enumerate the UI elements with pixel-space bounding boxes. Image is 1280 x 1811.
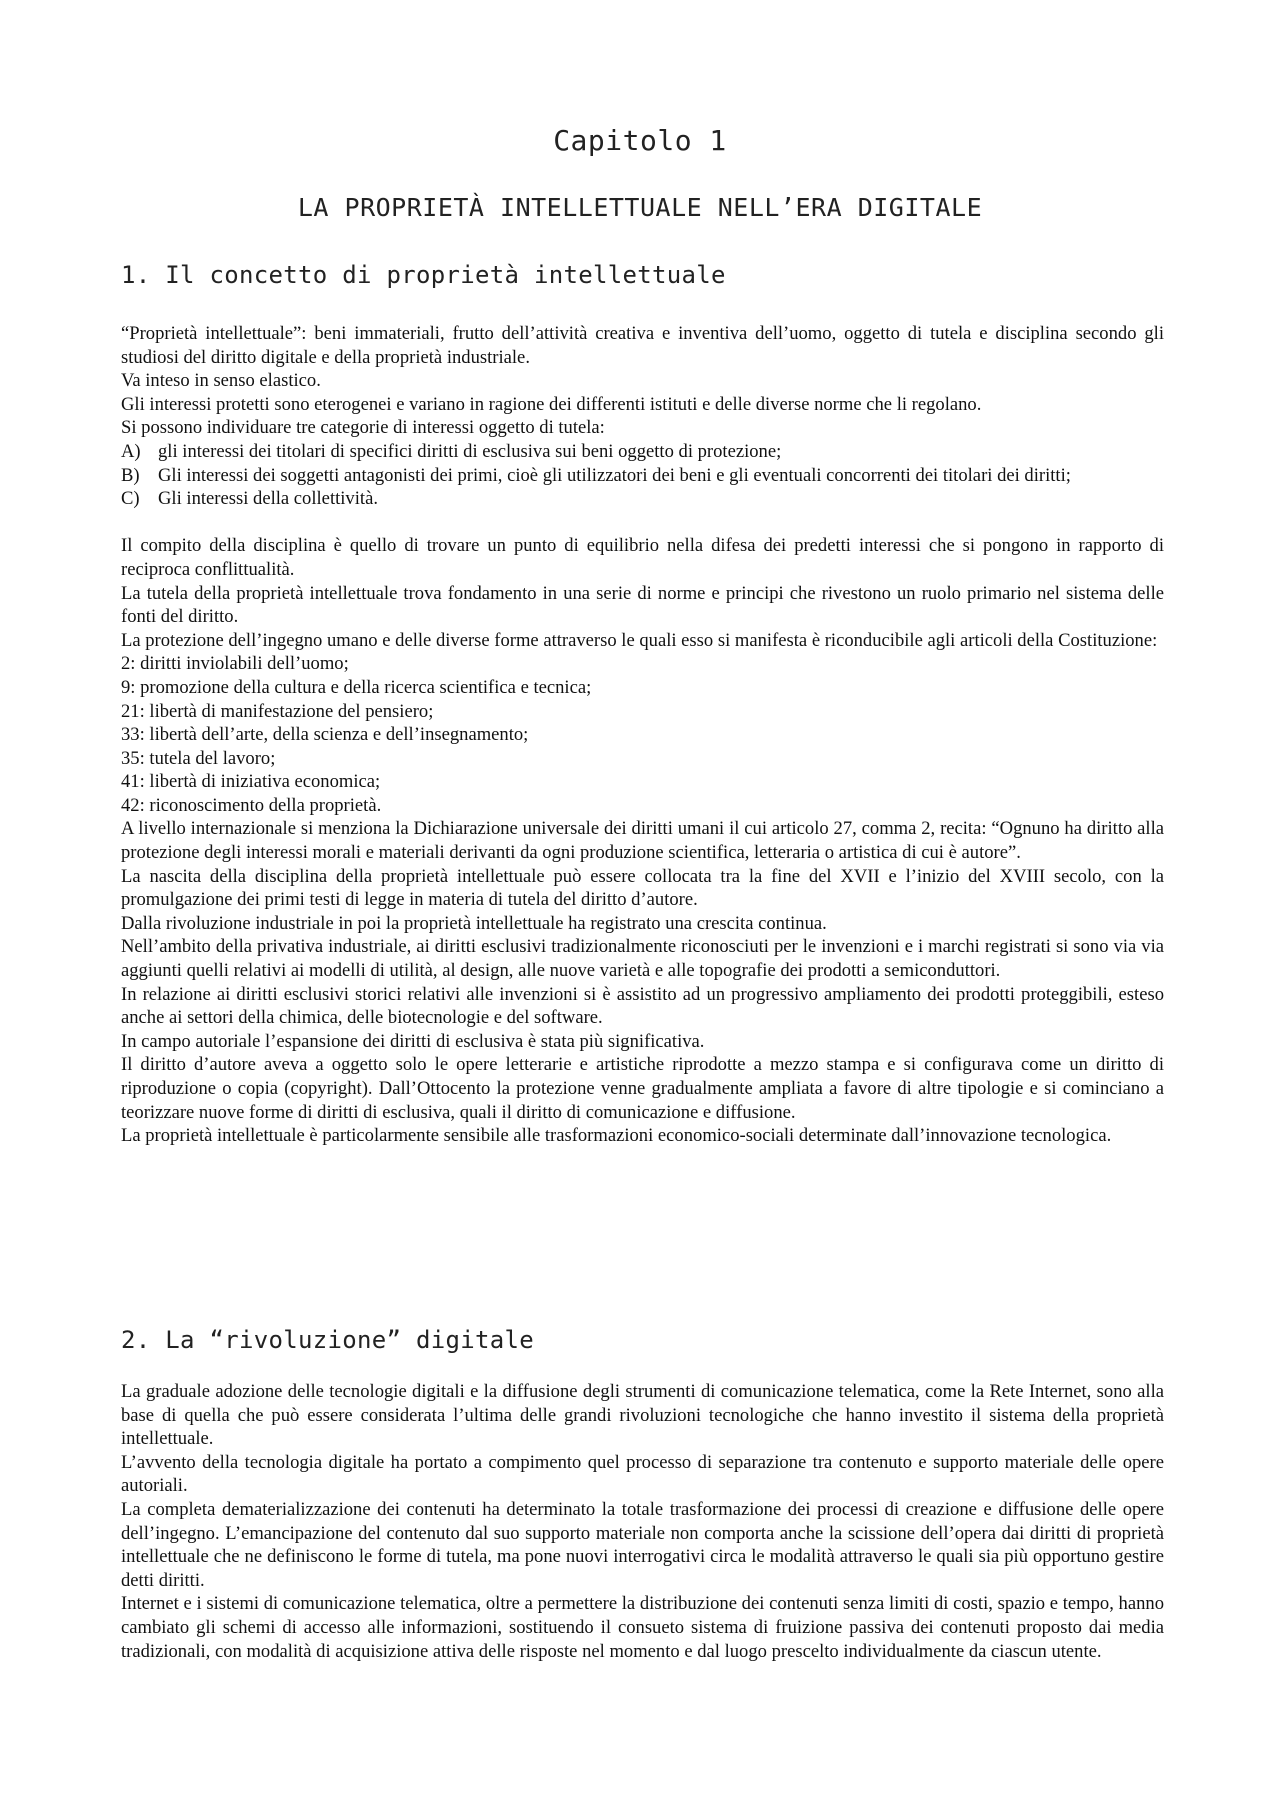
chapter-label: Capitolo 1 bbox=[553, 124, 727, 157]
paragraph: Il diritto d’autore aveva a oggetto solo le opere letterarie e artistiche riprodotte a mezzo stampa e si configurava come un diritto di riproduzione o copia (copyright). Dall’Ottocento la protezione venne gradualmente ampliata a favore di altre tipologie e si cominciano a teorizzare nuove forme di diritti di esclusiva, quali il diritto di comunicazione e diffusione. bbox=[121, 1054, 1164, 1123]
section-1-body bbox=[121, 322, 1164, 1148]
paragraph: La graduale adozione delle tecnologie digitali e la diffusione degli strumenti di comunicazione telematica, come la Rete Internet, sono alla base di quella che può essere considerata l’ultima delle grandi rivoluzioni tecnologiche che hanno investito il sistema della proprietà intellettuale. bbox=[121, 1381, 1164, 1450]
paragraph: La tutela della proprietà intellettuale trova fondamento in una serie di norme e principi che rivestono un ruolo primario nel sistema delle fonti del diritto. bbox=[121, 582, 1164, 628]
paragraph: La protezione dell’ingegno umano e delle diverse forme attraverso le quali esso si manifesta è riconducibile agli articoli della Costituzione: bbox=[121, 629, 1158, 651]
paragraph: La nascita della disciplina della proprietà intellettuale può essere collocata tra la fine del XVII e l’inizio del XVIII secolo, con la promulgazione dei primi testi di legge in materia di tutela del diritto d’autore. bbox=[121, 865, 1164, 911]
section-1-heading: 1. Il concetto di proprietà intellettuale bbox=[121, 261, 726, 289]
section-2-body bbox=[121, 1380, 1164, 1663]
paragraph: Va inteso in senso elastico. bbox=[121, 370, 321, 392]
list-item-text: Gli interessi della collettività. bbox=[158, 488, 378, 510]
article-line: 35: tutela del lavoro; bbox=[121, 747, 276, 769]
paragraph: La proprietà intellettuale è particolarmente sensibile alle trasformazioni economico-sociali determinate dall’innovazione tecnologica. bbox=[121, 1125, 1112, 1147]
paragraph: “Proprietà intellettuale”: beni immateriali, frutto dell’attività creativa e inventiva dell’uomo, oggetto di tutela e disciplina secondo gli studiosi del diritto digitale e della proprietà industriale. bbox=[121, 323, 1164, 368]
article-line: 2: diritti inviolabili dell’uomo; bbox=[121, 653, 349, 675]
paragraph: Il compito della disciplina è quello di trovare un punto di equilibrio nella difesa dei predetti interessi che si pongono in rapporto di reciproca conflittualità. bbox=[121, 535, 1164, 580]
list-item bbox=[121, 487, 1164, 511]
article-line: 42: riconoscimento della proprietà. bbox=[121, 794, 382, 816]
article-line: 9: promozione della cultura e della ricerca scientifica e tecnica; bbox=[121, 676, 592, 698]
list-marker: C) bbox=[121, 488, 140, 510]
paragraph: Si possono individuare tre categorie di interessi oggetto di tutela: bbox=[121, 417, 605, 439]
paragraph: L’avvento della tecnologia digitale ha portato a compimento quel processo di separazione tra contenuto e supporto materiale delle opere autoriali. bbox=[121, 1451, 1164, 1497]
list-item-text: gli interessi dei titolari di specifici diritti di esclusiva sui beni oggetto di protezione; bbox=[158, 440, 782, 462]
interest-categories-list bbox=[121, 440, 1164, 511]
list-item-text: Gli interessi dei soggetti antagonisti dei primi, cioè gli utilizzatori dei beni e gli eventuali concorrenti dei titolari dei diritti; bbox=[158, 464, 1071, 486]
section-2-heading: 2. La “rivoluzione” digitale bbox=[121, 1326, 534, 1354]
article-line: 41: libertà di iniziativa economica; bbox=[121, 771, 381, 793]
paragraph: A livello internazionale si menziona la Dichiarazione universale dei diritti umani il cui articolo 27, comma 2, recita: “Ognuno ha diritto alla protezione degli interessi morali e materiali derivanti da ogni produzione scientifica, letteraria o artistica di cui è autore”. bbox=[121, 818, 1164, 864]
page-title: LA PROPRIETÀ INTELLETTUALE NELL’ERA DIGITALE bbox=[297, 193, 983, 222]
paragraph: Gli interessi protetti sono eterogenei e variano in ragione dei differenti istituti e delle diverse norme che li regolano. bbox=[121, 393, 982, 415]
list-marker: B) bbox=[121, 464, 140, 486]
list-marker: A) bbox=[121, 440, 141, 462]
paragraph: Nell’ambito della privativa industriale, ai diritti esclusivi tradizionalmente riconosciuti per le invenzioni e i marchi registrati si sono via via aggiunti quelli relativi ai modelli di utilità, al design, alle nuove varietà e alle topografie dei prodotti a semiconduttori. bbox=[121, 936, 1164, 982]
paragraph: Internet e i sistemi di comunicazione telematica, oltre a permettere la distribuzione dei contenuti senza limiti di costi, spazio e tempo, hanno cambiato gli schemi di accesso alle informazioni, sostituendo il consueto sistema di fruizione passiva dei contenuti proposto dai media tradizionali, con modalità di acquisizione attiva delle risposte nel momento e dal luogo prescelto individualmente da ciascun utente. bbox=[121, 1593, 1164, 1662]
article-line: 21: libertà di manifestazione del pensiero; bbox=[121, 700, 434, 722]
paragraph: In campo autoriale l’espansione dei diritti di esclusiva è stata più significativa. bbox=[121, 1030, 705, 1052]
list-item bbox=[121, 440, 1164, 464]
article-line: 33: libertà dell’arte, della scienza e dell’insegnamento; bbox=[121, 724, 529, 746]
paragraph: La completa dematerializzazione dei contenuti ha determinato la totale trasformazione dei processi di creazione e diffusione delle opere dell’ingegno. L’emancipazione del contenuto dal suo supporto materiale non comporta anche la scissione dell’opera dai diritti di proprietà intellettuale che ne definiscono le forme di tutela, ma pone nuovi interrogativi circa le modalità attraverso le quali sia più opportuno gestire detti diritti. bbox=[121, 1498, 1164, 1591]
list-item bbox=[121, 464, 1164, 488]
paragraph: In relazione ai diritti esclusivi storici relativi alle invenzioni si è assistito ad un progressivo ampliamento dei prodotti proteggibili, esteso anche ai settori della chimica, delle biotecnologie e del software. bbox=[121, 983, 1164, 1029]
paragraph: Dalla rivoluzione industriale in poi la proprietà intellettuale ha registrato una crescita continua. bbox=[121, 912, 827, 934]
blank-line bbox=[121, 511, 1164, 535]
